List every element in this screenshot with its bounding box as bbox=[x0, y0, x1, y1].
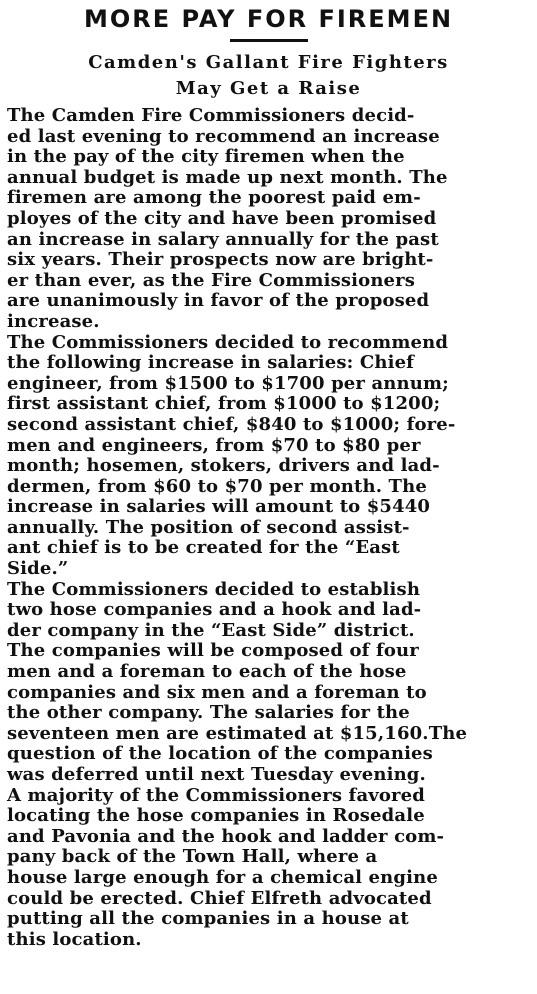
subheadline-line-2: May Get a Raise bbox=[175, 78, 362, 99]
headline: MORE PAY FOR FIREMEN bbox=[83, 5, 454, 33]
paragraph-1: The Camden Fire Commissioners decid- ed last evening to recommend an increase in the pay of the city firemen when the annual budget is made up next month. The firemen are among the poorest paid em- ployes of the city and have been promised an increase in salary annually for the past six years. Their prospects now are bright- er than ever, as the Fire Commissioners are unanimously in favor of the proposed increase. bbox=[7, 105, 448, 332]
paragraph-2: The Commissioners decided to recommend the following increase in salaries: Chief engineer, from $1500 to $1700 per annum; first assistant chief, from $1000 to $1200; second assistant chief, $840 to $1000; fore- men and engineers, from $70 to $80 per month; hosemen, stokers, drivers and lad- dermen, from $60 to $70 per month. The increase in salaries will amount to $5440 annually. The position of second assist- ant chief is to be created for the “East Side.” bbox=[7, 331, 456, 580]
subheadline-line-1: Camden's Gallant Fire Fighters bbox=[88, 52, 449, 73]
article-body bbox=[7, 106, 530, 950]
headline-divider bbox=[230, 39, 308, 42]
paragraph-3: The Commissioners decided to establish two hose companies and a hook and lad- der company in the “East Side” district. The companies will be composed of four men and a foreman to each of the hose companies and six men and a foreman to the other company. The salaries for the seventeen men are estimated at $15,160.The question of the location of the companies was deferred until next Tuesday evening. A majority of the Commissioners favored locating the hose companies in Rosedale and Pavonia and the hook and ladder com- pany back of the Town Hall, where a house large enough for a chemical engine could be erected. Chief Elfreth advocated putting all the companies in a house at this location. bbox=[7, 578, 468, 950]
